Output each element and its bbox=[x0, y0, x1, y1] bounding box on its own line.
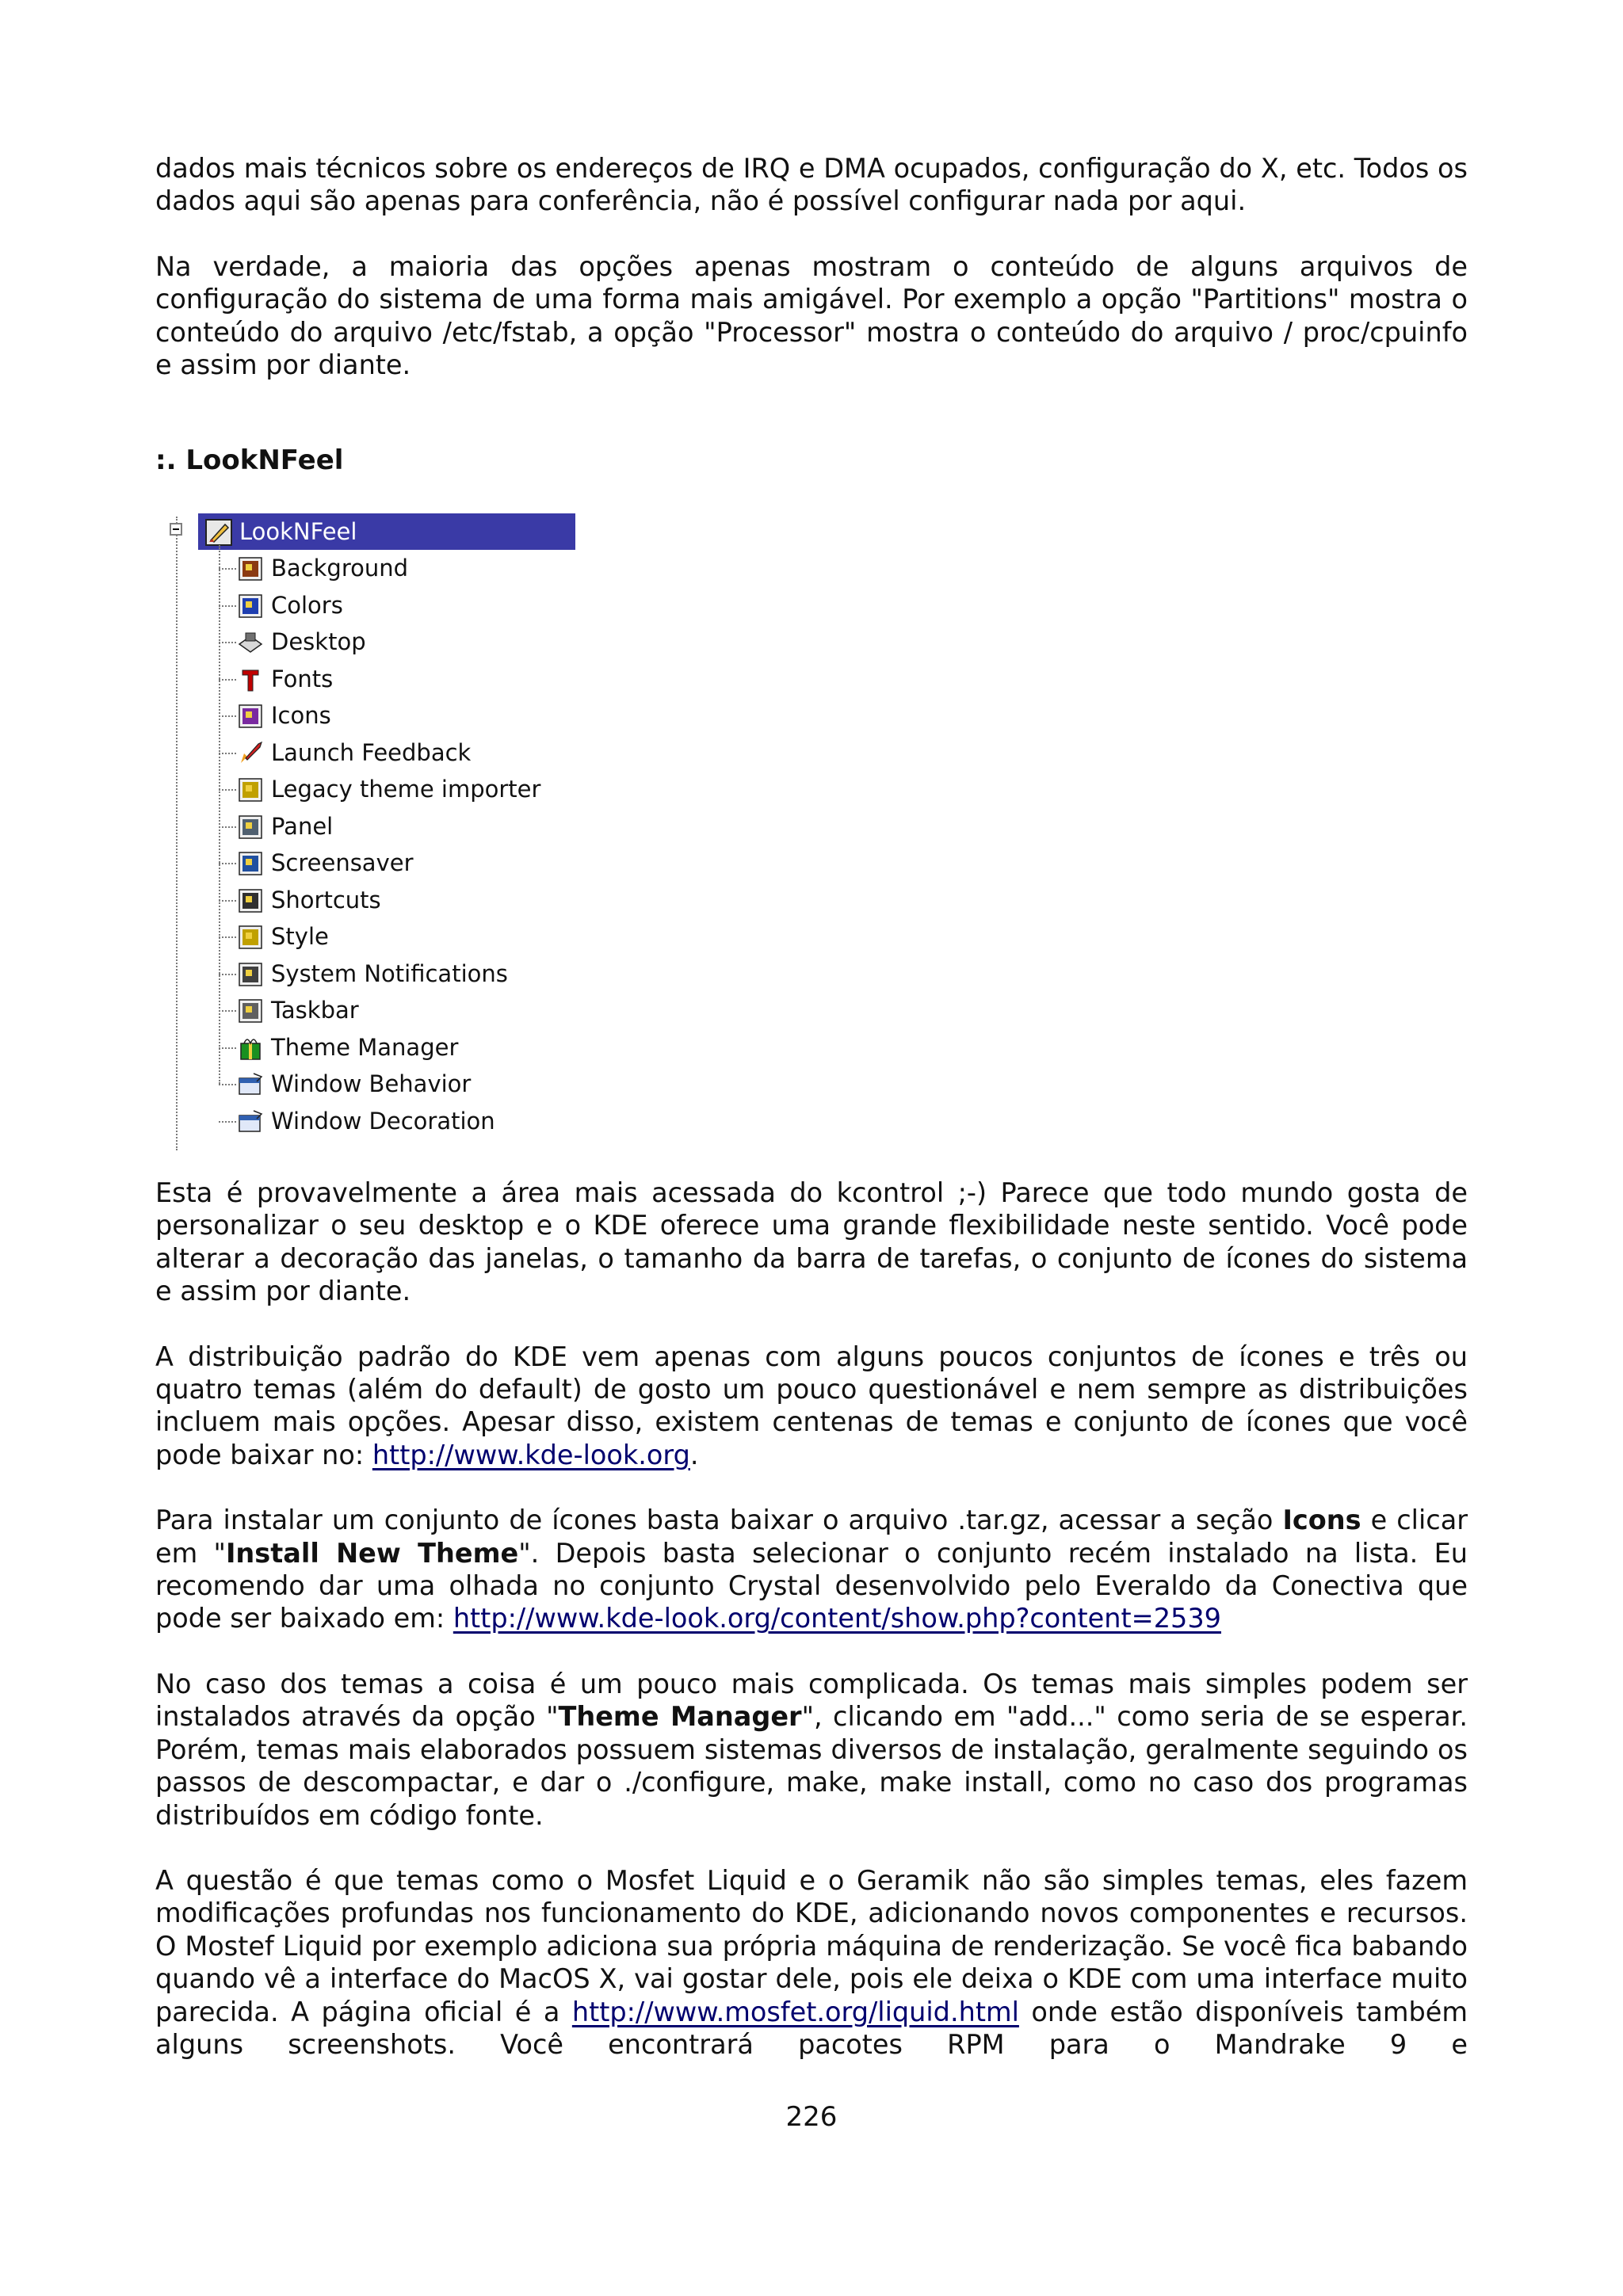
tree-item-label: Launch Feedback bbox=[271, 738, 472, 766]
tree-connector bbox=[219, 900, 236, 902]
tree-root-item[interactable] bbox=[198, 513, 575, 550]
theme-manager-bold-text: Theme Manager bbox=[558, 1701, 802, 1733]
notifications-icon bbox=[236, 960, 265, 989]
paragraph-7-text-b: onde estão disponíveis também alguns screenshots. Você encontrará pacotes RPM para o Mandrake 9 e bbox=[155, 1996, 1468, 2060]
tree-item-label: Screensaver bbox=[271, 849, 414, 876]
window-icon bbox=[236, 1070, 265, 1099]
tree-item-window-behavior[interactable] bbox=[219, 1066, 567, 1102]
background-icon bbox=[236, 555, 265, 583]
colors-icon bbox=[236, 592, 265, 620]
tree-item-desktop[interactable] bbox=[219, 624, 567, 660]
tree-item-label: System Notifications bbox=[271, 959, 508, 987]
brush-icon bbox=[204, 518, 233, 547]
tree-connector bbox=[219, 679, 236, 681]
tree-item-style[interactable] bbox=[219, 918, 567, 955]
tree-connector bbox=[219, 1121, 236, 1123]
tree-item-shortcuts[interactable] bbox=[219, 882, 567, 918]
kde-look-link[interactable]: http://www.kde-look.org bbox=[372, 1439, 690, 1470]
wizard-icon bbox=[236, 776, 265, 804]
crystal-icons-link[interactable]: http://www.kde-look.org/content/show.php?content=2539 bbox=[453, 1603, 1221, 1634]
tree-item-label: Window Behavior bbox=[271, 1070, 472, 1097]
panel-icon bbox=[236, 813, 265, 841]
tree-connector bbox=[219, 568, 236, 570]
collapse-toggle-icon[interactable] bbox=[170, 523, 182, 536]
tree-item-colors[interactable] bbox=[219, 587, 567, 624]
tree-item-taskbar[interactable] bbox=[219, 992, 567, 1028]
tree-root-label: LookNFeel bbox=[239, 518, 357, 545]
tree-item-screensaver[interactable] bbox=[219, 845, 567, 881]
tree-connector bbox=[219, 936, 236, 938]
paragraph-6-text-a: No caso dos temas a coisa é um pouco mais complicada. Os temas mais simples podem ser instalados através da opção " bbox=[155, 1668, 1468, 1733]
tree-connector bbox=[219, 789, 236, 791]
tree-item-label: Style bbox=[271, 923, 329, 950]
paragraph-7-text-a: A questão é que temas como o Mosfet Liquid e o Geramik não são simples temas, eles fazem modificações profundas nos funcionamento do KDE, adicionando novos componentes e recursos. O Mostef Liquid por exemplo adiciona sua própria máquina de renderização. Se você fica babando quando vê a interface do MacOS X, vai gostar dele, pois ele deixa o KDE com uma interface muito parecida. A página oficial é a bbox=[155, 1864, 1468, 2027]
looknfeel-tree bbox=[155, 507, 583, 1149]
tree-item-theme-manager[interactable] bbox=[219, 1029, 567, 1066]
paragraph-4 bbox=[155, 1341, 1468, 1472]
screensaver-icon bbox=[236, 849, 265, 878]
paragraph-6 bbox=[155, 1668, 1468, 1832]
icons-icon bbox=[236, 702, 265, 730]
tree-item-label: Legacy theme importer bbox=[271, 776, 541, 803]
tree-connector bbox=[219, 974, 236, 975]
rocket-icon bbox=[236, 739, 265, 768]
paragraph-4-end: . bbox=[689, 1439, 699, 1470]
tree-item-label: Taskbar bbox=[271, 997, 359, 1024]
tree-item-label: Desktop bbox=[271, 628, 366, 655]
shortcuts-icon bbox=[236, 887, 265, 915]
page-number: 226 bbox=[785, 2101, 838, 2133]
tree-connector bbox=[219, 863, 236, 864]
mosfet-liquid-link[interactable]: http://www.mosfet.org/liquid.html bbox=[571, 1996, 1019, 2027]
tree-connector bbox=[219, 642, 236, 643]
icons-bold-text: Icons bbox=[1282, 1505, 1361, 1536]
paragraph-intro-2: Na verdade, a maioria das opções apenas mostram o conteúdo de alguns arquivos de configuração do sistema de uma forma mais amigável. Por exemplo a opção "Partitions" mostra o conteúdo do arquivo /etc/fstab, a opção "Processor" mostra o conteúdo do arquivo / proc/cpuinfo e assim por diante. bbox=[155, 250, 1468, 381]
body-block bbox=[155, 1177, 1468, 2061]
tree-connector bbox=[219, 753, 236, 754]
tree-root-line bbox=[176, 517, 178, 1150]
intro-block bbox=[155, 152, 1468, 381]
tree-item-label: Shortcuts bbox=[271, 886, 381, 913]
paragraph-5-text-c: e clicar em " bbox=[155, 1505, 1468, 1569]
tree-item-label: Fonts bbox=[271, 665, 334, 692]
tree-connector bbox=[219, 1010, 236, 1012]
tree-item-fonts[interactable] bbox=[219, 661, 567, 697]
tree-item-panel[interactable] bbox=[219, 808, 567, 845]
paragraph-intro-1: dados mais técnicos sobre os endereços de IRQ e DMA ocupados, configuração do X, etc. Todos os dados aqui são apenas para conferência, não é possível configurar nada por aqui. bbox=[155, 153, 1468, 217]
install-new-theme-bold-text: Install New Theme bbox=[225, 1537, 519, 1569]
tree-item-background[interactable] bbox=[219, 550, 567, 586]
section-heading: :. LookNFeel bbox=[155, 444, 344, 476]
tree-item-launch-feedback[interactable] bbox=[219, 734, 567, 771]
tree-item-legacy-theme-importer[interactable] bbox=[219, 771, 567, 807]
tree-connector bbox=[219, 605, 236, 607]
tree-item-window-decoration[interactable] bbox=[219, 1103, 567, 1139]
tree-connector bbox=[219, 1047, 236, 1049]
paragraph-4-text: A distribuição padrão do KDE vem apenas com alguns poucos conjuntos de ícones e três ou quatro temas (além do default) de gosto um pouco questionável e nem sempre as distribuições incluem mais opções. Apesar disso, existem centenas de temas e conjunto de ícones que você pode baixar no: bbox=[155, 1341, 1468, 1470]
tree-connector bbox=[219, 826, 236, 828]
window-icon bbox=[236, 1108, 265, 1136]
paragraph-6-text-c: ", clicando em "add..." como seria de se esperar. Porém, temas mais elaborados possuem sistemas diversos de instalação, geralmente seguindo os passos de descompactar, e dar o ./configure, make, make install, como no caso dos programas distribuídos em código fonte. bbox=[155, 1701, 1468, 1831]
paragraph-7 bbox=[155, 1864, 1468, 2061]
tree-item-system-notifications[interactable] bbox=[219, 955, 567, 992]
theme-manager-icon bbox=[236, 1034, 265, 1062]
fonts-icon bbox=[236, 666, 265, 694]
tree-connector bbox=[219, 1084, 236, 1085]
tree-item-label: Panel bbox=[271, 812, 334, 840]
paragraph-3: Esta é provavelmente a área mais acessada do kcontrol ;-) Parece que todo mundo gosta de personalizar o seu desktop e o KDE oferece uma grande flexibilidade neste sentido. Você pode alterar a decoração das janelas, o tamanho da barra de tarefas, o conjunto de ícones do sistema e assim por diante. bbox=[155, 1177, 1468, 1307]
style-icon bbox=[236, 923, 265, 952]
tree-item-label: Icons bbox=[271, 702, 331, 729]
taskbar-icon bbox=[236, 997, 265, 1025]
paragraph-5-text-a: Para instalar um conjunto de ícones basta baixar o arquivo .tar.gz, acessar a seção bbox=[155, 1505, 1283, 1536]
paragraph-5 bbox=[155, 1504, 1468, 1635]
tree-connector bbox=[219, 715, 236, 717]
desktop-icon bbox=[236, 628, 265, 657]
paragraph-5-text-d: ". Depois basta selecionar o conjunto recém instalado na lista. Eu recomendo dar uma olhada no conjunto Crystal desenvolvido pelo Everaldo da Conectiva que pode ser baixado em: bbox=[155, 1537, 1468, 1634]
tree-item-label: Window Decoration bbox=[271, 1107, 495, 1135]
tree-item-icons[interactable] bbox=[219, 697, 567, 734]
tree-item-label: Colors bbox=[271, 591, 343, 619]
tree-item-label: Background bbox=[271, 555, 409, 582]
tree-item-label: Theme Manager bbox=[271, 1033, 459, 1061]
